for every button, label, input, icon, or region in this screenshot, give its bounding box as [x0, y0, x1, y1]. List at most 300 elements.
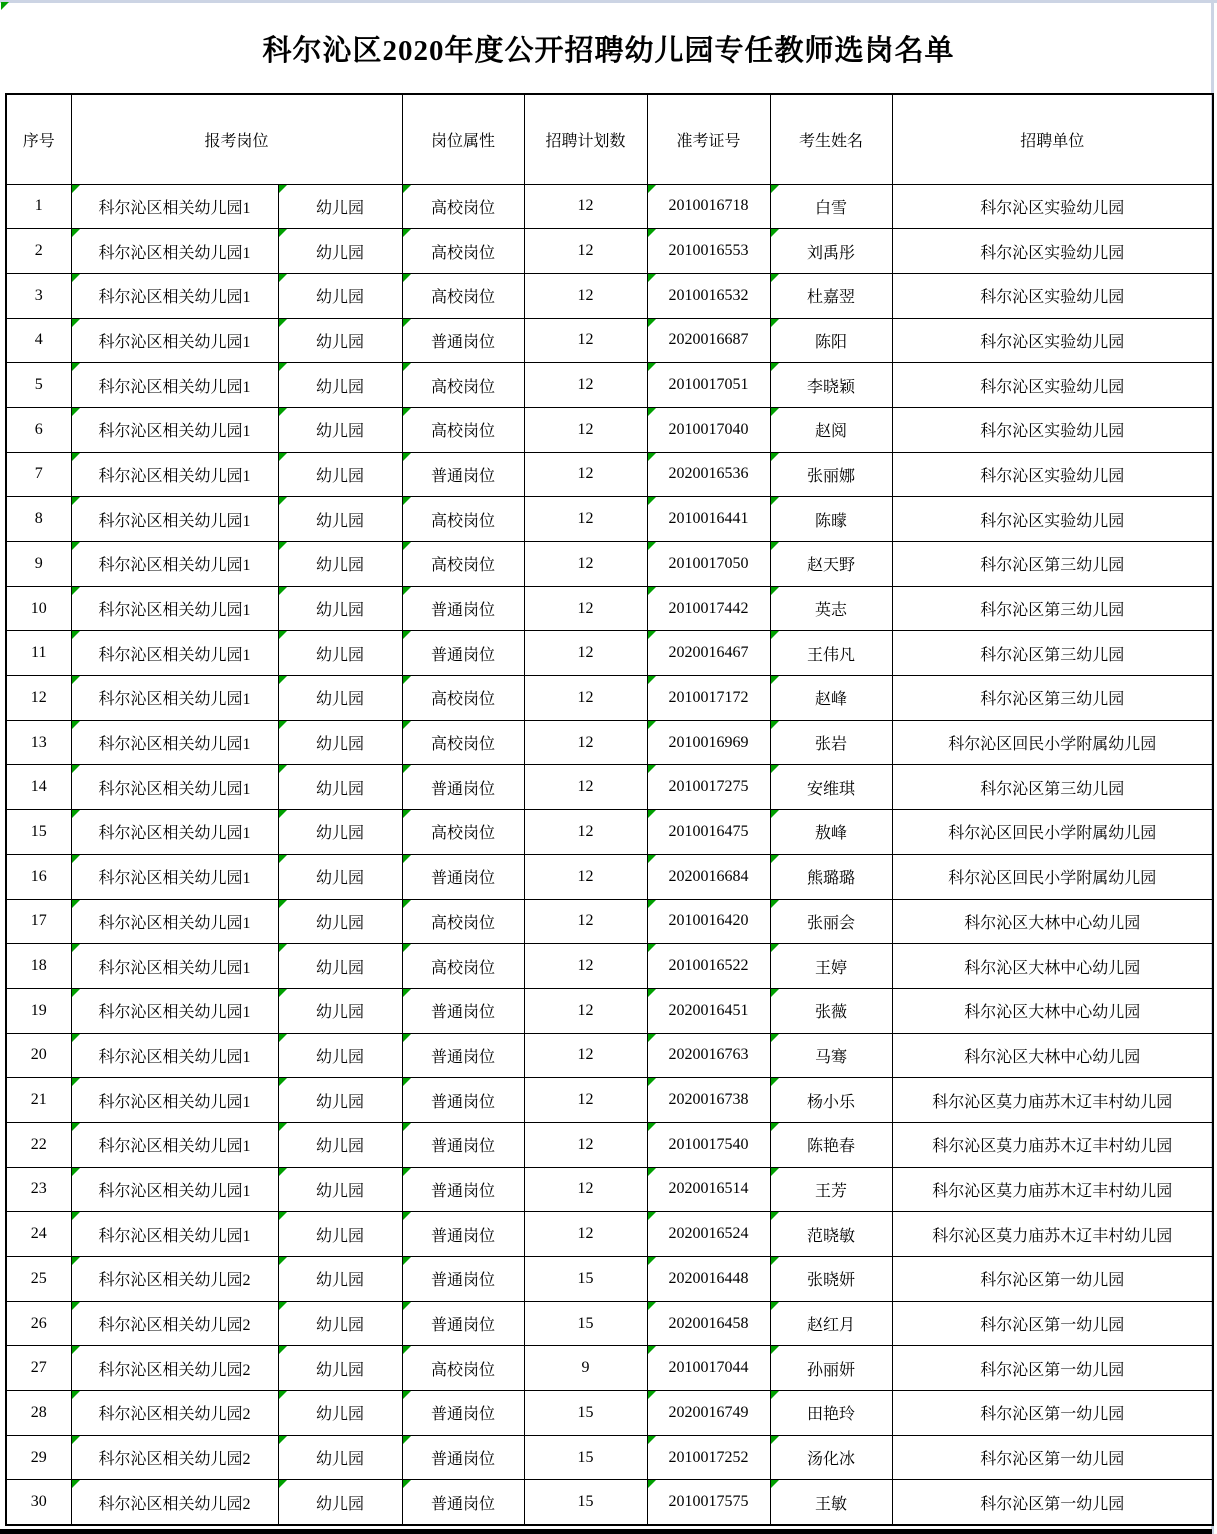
cell-recruiting-unit[interactable] — [892, 765, 1213, 810]
header-serial-number[interactable]: 序号 — [6, 94, 71, 184]
cell-position-type[interactable] — [278, 497, 402, 542]
table-row — [6, 318, 1213, 363]
error-indicator-triangle-icon — [771, 989, 779, 997]
cell-applied-position[interactable] — [71, 1301, 278, 1346]
cell-plan-count[interactable] — [524, 1167, 647, 1212]
cell-plan-count[interactable] — [524, 676, 647, 721]
error-indicator-triangle-icon — [279, 855, 287, 863]
cell-candidate-name[interactable] — [770, 1480, 892, 1525]
cell-value: 2010017442 — [668, 599, 749, 617]
cell-serial-number[interactable] — [6, 1257, 71, 1302]
cell-applied-position[interactable] — [71, 854, 278, 899]
error-indicator-triangle-icon — [72, 1123, 80, 1131]
cell-position-attribute[interactable] — [402, 363, 524, 408]
error-indicator-triangle-icon — [403, 1212, 411, 1220]
cell-serial-number[interactable] — [6, 1480, 71, 1525]
cell-position-type[interactable] — [278, 407, 402, 452]
cell-exam-ticket-number[interactable] — [647, 184, 770, 229]
cell-applied-position[interactable] — [71, 1346, 278, 1391]
cell-candidate-name[interactable] — [770, 497, 892, 542]
cell-value: 张丽娜 — [807, 467, 856, 485]
cell-position-type[interactable] — [278, 586, 402, 631]
cell-position-type[interactable] — [278, 720, 402, 765]
cell-value: 2020016514 — [668, 1180, 749, 1198]
cell-value: 普通岗位 — [431, 1182, 496, 1200]
cell-applied-position[interactable] — [71, 497, 278, 542]
cell-recruiting-unit[interactable] — [892, 586, 1213, 631]
cell-position-type[interactable] — [278, 765, 402, 810]
cell-value: 陈艳春 — [807, 1138, 856, 1156]
cell-candidate-name[interactable] — [770, 1391, 892, 1436]
cell-serial-number[interactable] — [6, 765, 71, 810]
cell-candidate-name[interactable] — [770, 810, 892, 855]
cell-candidate-name[interactable] — [770, 631, 892, 676]
cell-position-type[interactable] — [278, 1435, 402, 1480]
cell-value: 白雪 — [815, 199, 848, 217]
cell-candidate-name[interactable] — [770, 1122, 892, 1167]
cell-value: 科尔沁区相关幼儿园1 — [98, 959, 251, 977]
cell-value: 孙丽妍 — [807, 1361, 856, 1379]
cell-serial-number[interactable] — [6, 631, 71, 676]
cell-position-type[interactable] — [278, 899, 402, 944]
cell-serial-number[interactable] — [6, 988, 71, 1033]
cell-recruiting-unit[interactable] — [892, 1033, 1213, 1078]
cell-recruiting-unit[interactable] — [892, 1078, 1213, 1123]
cell-position-type[interactable] — [278, 184, 402, 229]
cell-recruiting-unit[interactable] — [892, 988, 1213, 1033]
cell-position-type[interactable] — [278, 944, 402, 989]
cell-candidate-name[interactable] — [770, 676, 892, 721]
cell-serial-number[interactable] — [6, 1167, 71, 1212]
header-applied-position[interactable]: 报考岗位 — [71, 94, 402, 184]
cell-value: 7 — [34, 465, 43, 483]
cell-position-type[interactable] — [278, 452, 402, 497]
cell-position-type[interactable] — [278, 676, 402, 721]
cell-recruiting-unit[interactable] — [892, 407, 1213, 452]
cell-position-type[interactable] — [278, 1480, 402, 1525]
cell-position-type[interactable] — [278, 1033, 402, 1078]
cell-exam-ticket-number[interactable] — [647, 1212, 770, 1257]
cell-serial-number[interactable] — [6, 497, 71, 542]
error-indicator-triangle-icon — [648, 587, 656, 595]
cell-applied-position[interactable] — [71, 1212, 278, 1257]
cell-recruiting-unit[interactable] — [892, 184, 1213, 229]
cell-plan-count[interactable] — [524, 542, 647, 587]
cell-exam-ticket-number[interactable] — [647, 497, 770, 542]
cell-applied-position[interactable] — [71, 1257, 278, 1302]
cell-position-attribute[interactable] — [402, 229, 524, 274]
cell-position-type[interactable] — [278, 1078, 402, 1123]
cell-candidate-name[interactable] — [770, 586, 892, 631]
cell-candidate-name[interactable] — [770, 1257, 892, 1302]
cell-position-attribute[interactable] — [402, 676, 524, 721]
cell-plan-count[interactable] — [524, 899, 647, 944]
cell-value: 2010017252 — [668, 1448, 749, 1466]
cell-candidate-name[interactable] — [770, 720, 892, 765]
cell-candidate-name[interactable] — [770, 407, 892, 452]
cell-position-attribute[interactable] — [402, 1078, 524, 1123]
error-indicator-triangle-icon — [648, 944, 656, 952]
cell-plan-count[interactable] — [524, 1078, 647, 1123]
cell-position-attribute[interactable] — [402, 810, 524, 855]
cell-value: 12 — [577, 867, 594, 885]
cell-exam-ticket-number[interactable] — [647, 944, 770, 989]
cell-serial-number[interactable] — [6, 407, 71, 452]
cell-plan-count[interactable] — [524, 1122, 647, 1167]
cell-value: 普通岗位 — [431, 1048, 496, 1066]
cell-plan-count[interactable] — [524, 1480, 647, 1525]
cell-value: 2010017051 — [668, 376, 749, 394]
error-indicator-triangle-icon — [648, 1346, 656, 1354]
cell-recruiting-unit[interactable] — [892, 810, 1213, 855]
cell-candidate-name[interactable] — [770, 988, 892, 1033]
cell-exam-ticket-number[interactable] — [647, 1033, 770, 1078]
cell-exam-ticket-number[interactable] — [647, 1078, 770, 1123]
cell-serial-number[interactable] — [6, 676, 71, 721]
cell-recruiting-unit[interactable] — [892, 1346, 1213, 1391]
cell-exam-ticket-number[interactable] — [647, 273, 770, 318]
cell-recruiting-unit[interactable] — [892, 1301, 1213, 1346]
cell-serial-number[interactable] — [6, 542, 71, 587]
cell-plan-count[interactable] — [524, 720, 647, 765]
cell-exam-ticket-number[interactable] — [647, 1122, 770, 1167]
cell-exam-ticket-number[interactable] — [647, 1301, 770, 1346]
cell-position-attribute[interactable] — [402, 318, 524, 363]
cell-value: 2010017575 — [668, 1493, 749, 1511]
cell-exam-ticket-number[interactable] — [647, 1391, 770, 1436]
cell-plan-count[interactable] — [524, 184, 647, 229]
cell-plan-count[interactable] — [524, 273, 647, 318]
cell-plan-count[interactable] — [524, 1435, 647, 1480]
cell-position-attribute[interactable] — [402, 988, 524, 1033]
cell-applied-position[interactable] — [71, 1167, 278, 1212]
cell-recruiting-unit[interactable] — [892, 363, 1213, 408]
header-recruitment-plan-count[interactable]: 招聘计划数 — [524, 94, 647, 184]
table-row — [6, 1122, 1213, 1167]
cell-value: 2 — [34, 242, 43, 260]
cell-position-attribute[interactable] — [402, 542, 524, 587]
cell-plan-count[interactable] — [524, 944, 647, 989]
cell-plan-count[interactable] — [524, 407, 647, 452]
cell-applied-position[interactable] — [71, 944, 278, 989]
cell-position-type[interactable] — [278, 854, 402, 899]
cell-recruiting-unit[interactable] — [892, 1257, 1213, 1302]
cell-position-type[interactable] — [278, 810, 402, 855]
cell-value: 科尔沁区大林中心幼儿园 — [964, 959, 1141, 977]
cell-position-type[interactable] — [278, 273, 402, 318]
cell-applied-position[interactable] — [71, 586, 278, 631]
cell-plan-count[interactable] — [524, 988, 647, 1033]
cell-position-attribute[interactable] — [402, 1212, 524, 1257]
cell-plan-count[interactable] — [524, 1301, 647, 1346]
cell-recruiting-unit[interactable] — [892, 1480, 1213, 1525]
cell-recruiting-unit[interactable] — [892, 229, 1213, 274]
cell-applied-position[interactable] — [71, 1078, 278, 1123]
cell-serial-number[interactable] — [6, 720, 71, 765]
cell-applied-position[interactable] — [71, 1435, 278, 1480]
cell-exam-ticket-number[interactable] — [647, 765, 770, 810]
error-indicator-triangle-icon — [648, 229, 656, 237]
cell-position-attribute[interactable] — [402, 1033, 524, 1078]
cell-serial-number[interactable] — [6, 1346, 71, 1391]
cell-exam-ticket-number[interactable] — [647, 1480, 770, 1525]
cell-candidate-name[interactable] — [770, 184, 892, 229]
cell-exam-ticket-number[interactable] — [647, 1346, 770, 1391]
cell-candidate-name[interactable] — [770, 765, 892, 810]
cell-value: 高校岗位 — [431, 557, 496, 575]
cell-recruiting-unit[interactable] — [892, 676, 1213, 721]
cell-serial-number[interactable] — [6, 184, 71, 229]
cell-applied-position[interactable] — [71, 765, 278, 810]
cell-position-attribute[interactable] — [402, 452, 524, 497]
cell-recruiting-unit[interactable] — [892, 1212, 1213, 1257]
cell-recruiting-unit[interactable] — [892, 1435, 1213, 1480]
cell-serial-number[interactable] — [6, 810, 71, 855]
error-indicator-triangle-icon — [279, 1168, 287, 1176]
cell-candidate-name[interactable] — [770, 452, 892, 497]
cell-position-attribute[interactable] — [402, 1301, 524, 1346]
cell-value: 23 — [30, 1180, 47, 1198]
header-position-attribute[interactable]: 岗位属性 — [402, 94, 524, 184]
cell-plan-count[interactable] — [524, 1391, 647, 1436]
cell-position-attribute[interactable] — [402, 1346, 524, 1391]
cell-position-attribute[interactable] — [402, 1480, 524, 1525]
cell-candidate-name[interactable] — [770, 363, 892, 408]
cell-applied-position[interactable] — [71, 810, 278, 855]
error-indicator-triangle-icon — [279, 453, 287, 461]
cell-value: 科尔沁区第三幼儿园 — [980, 691, 1125, 709]
cell-candidate-name[interactable] — [770, 1033, 892, 1078]
cell-serial-number[interactable] — [6, 1033, 71, 1078]
cell-value: 杨小乐 — [807, 1093, 856, 1111]
cell-applied-position[interactable] — [71, 1480, 278, 1525]
cell-position-type[interactable] — [278, 1257, 402, 1302]
cell-recruiting-unit[interactable] — [892, 631, 1213, 676]
cell-value: 普通岗位 — [431, 467, 496, 485]
cell-value: 科尔沁区大林中心幼儿园 — [964, 914, 1141, 932]
cell-plan-count[interactable] — [524, 631, 647, 676]
cell-exam-ticket-number[interactable] — [647, 452, 770, 497]
cell-position-attribute[interactable] — [402, 1257, 524, 1302]
cell-exam-ticket-number[interactable] — [647, 229, 770, 274]
cell-recruiting-unit[interactable] — [892, 1167, 1213, 1212]
cell-value: 幼儿园 — [316, 1317, 365, 1335]
cell-value: 田艳玲 — [807, 1406, 856, 1424]
table-row — [6, 363, 1213, 408]
cell-serial-number[interactable] — [6, 1122, 71, 1167]
cell-value: 20 — [30, 1046, 47, 1064]
header-exam-ticket-number[interactable]: 准考证号 — [647, 94, 770, 184]
cell-value: 科尔沁区相关幼儿园1 — [98, 423, 251, 441]
cell-plan-count[interactable] — [524, 363, 647, 408]
cell-exam-ticket-number[interactable] — [647, 363, 770, 408]
cell-candidate-name[interactable] — [770, 1301, 892, 1346]
cell-position-attribute[interactable] — [402, 273, 524, 318]
cell-position-attribute[interactable] — [402, 631, 524, 676]
cell-position-attribute[interactable] — [402, 1435, 524, 1480]
cell-position-attribute[interactable] — [402, 1391, 524, 1436]
cell-position-attribute[interactable] — [402, 407, 524, 452]
cell-value: 科尔沁区相关幼儿园1 — [98, 602, 251, 620]
cell-candidate-name[interactable] — [770, 1212, 892, 1257]
cell-exam-ticket-number[interactable] — [647, 631, 770, 676]
cell-position-attribute[interactable] — [402, 497, 524, 542]
cell-candidate-name[interactable] — [770, 1078, 892, 1123]
cell-position-type[interactable] — [278, 1167, 402, 1212]
cell-applied-position[interactable] — [71, 363, 278, 408]
cell-position-attribute[interactable] — [402, 184, 524, 229]
cell-candidate-name[interactable] — [770, 1167, 892, 1212]
cell-applied-position[interactable] — [71, 676, 278, 721]
cell-value: 幼儿园 — [316, 1227, 365, 1245]
cell-position-attribute[interactable] — [402, 586, 524, 631]
cell-position-type[interactable] — [278, 1212, 402, 1257]
cell-applied-position[interactable] — [71, 229, 278, 274]
cell-candidate-name[interactable] — [770, 229, 892, 274]
cell-recruiting-unit[interactable] — [892, 899, 1213, 944]
cell-serial-number[interactable] — [6, 318, 71, 363]
cell-position-attribute[interactable] — [402, 720, 524, 765]
cell-position-attribute[interactable] — [402, 854, 524, 899]
cell-serial-number[interactable] — [6, 273, 71, 318]
cell-applied-position[interactable] — [71, 273, 278, 318]
cell-value: 科尔沁区实验幼儿园 — [980, 378, 1125, 396]
cell-candidate-name[interactable] — [770, 1346, 892, 1391]
cell-recruiting-unit[interactable] — [892, 542, 1213, 587]
cell-position-attribute[interactable] — [402, 1167, 524, 1212]
cell-exam-ticket-number[interactable] — [647, 1257, 770, 1302]
header-recruiting-unit[interactable]: 招聘单位 — [892, 94, 1213, 184]
cell-serial-number[interactable] — [6, 1301, 71, 1346]
cell-candidate-name[interactable] — [770, 944, 892, 989]
cell-position-type[interactable] — [278, 542, 402, 587]
cell-plan-count[interactable] — [524, 229, 647, 274]
cell-plan-count[interactable] — [524, 810, 647, 855]
cell-applied-position[interactable] — [71, 1122, 278, 1167]
cell-position-attribute[interactable] — [402, 944, 524, 989]
cell-serial-number[interactable] — [6, 1391, 71, 1436]
cell-recruiting-unit[interactable] — [892, 452, 1213, 497]
error-indicator-triangle-icon — [279, 542, 287, 550]
cell-serial-number[interactable] — [6, 229, 71, 274]
cell-serial-number[interactable] — [6, 363, 71, 408]
cell-position-attribute[interactable] — [402, 1122, 524, 1167]
cell-serial-number[interactable] — [6, 452, 71, 497]
cell-serial-number[interactable] — [6, 586, 71, 631]
cell-candidate-name[interactable] — [770, 899, 892, 944]
cell-serial-number[interactable] — [6, 1435, 71, 1480]
cell-position-type[interactable] — [278, 363, 402, 408]
cell-applied-position[interactable] — [71, 1391, 278, 1436]
cell-plan-count[interactable] — [524, 765, 647, 810]
cell-applied-position[interactable] — [71, 318, 278, 363]
cell-serial-number[interactable] — [6, 854, 71, 899]
cell-recruiting-unit[interactable] — [892, 273, 1213, 318]
cell-value: 高校岗位 — [431, 378, 496, 396]
cell-plan-count[interactable] — [524, 1257, 647, 1302]
cell-position-type[interactable] — [278, 1122, 402, 1167]
cell-position-type[interactable] — [278, 1346, 402, 1391]
cell-exam-ticket-number[interactable] — [647, 542, 770, 587]
cell-exam-ticket-number[interactable] — [647, 318, 770, 363]
cell-recruiting-unit[interactable] — [892, 720, 1213, 765]
cell-value: 科尔沁区回民小学附属幼儿园 — [948, 736, 1157, 754]
cell-recruiting-unit[interactable] — [892, 1391, 1213, 1436]
cell-position-type[interactable] — [278, 988, 402, 1033]
error-indicator-triangle-icon — [648, 1168, 656, 1176]
cell-serial-number[interactable] — [6, 944, 71, 989]
table-row — [6, 944, 1213, 989]
cell-serial-number[interactable] — [6, 1212, 71, 1257]
cell-candidate-name[interactable] — [770, 854, 892, 899]
cell-position-type[interactable] — [278, 229, 402, 274]
cell-exam-ticket-number[interactable] — [647, 586, 770, 631]
cell-exam-ticket-number[interactable] — [647, 810, 770, 855]
cell-value: 科尔沁区相关幼儿园1 — [98, 646, 251, 664]
cell-recruiting-unit[interactable] — [892, 1122, 1213, 1167]
cell-recruiting-unit[interactable] — [892, 854, 1213, 899]
cell-plan-count[interactable] — [524, 854, 647, 899]
cell-plan-count[interactable] — [524, 1346, 647, 1391]
cell-applied-position[interactable] — [71, 542, 278, 587]
cell-exam-ticket-number[interactable] — [647, 407, 770, 452]
cell-applied-position[interactable] — [71, 899, 278, 944]
cell-candidate-name[interactable] — [770, 542, 892, 587]
cell-applied-position[interactable] — [71, 407, 278, 452]
cell-serial-number[interactable] — [6, 899, 71, 944]
cell-plan-count[interactable] — [524, 1212, 647, 1257]
cell-applied-position[interactable] — [71, 184, 278, 229]
cell-plan-count[interactable] — [524, 452, 647, 497]
cell-position-type[interactable] — [278, 631, 402, 676]
error-indicator-triangle-icon — [771, 1257, 779, 1265]
cell-position-type[interactable] — [278, 1301, 402, 1346]
cell-recruiting-unit[interactable] — [892, 944, 1213, 989]
header-candidate-name[interactable]: 考生姓名 — [770, 94, 892, 184]
cell-value: 30 — [30, 1493, 47, 1511]
cell-plan-count[interactable] — [524, 586, 647, 631]
cell-plan-count[interactable] — [524, 1033, 647, 1078]
cell-position-type[interactable] — [278, 1391, 402, 1436]
cell-recruiting-unit[interactable] — [892, 497, 1213, 542]
cell-exam-ticket-number[interactable] — [647, 1435, 770, 1480]
cell-serial-number[interactable] — [6, 1078, 71, 1123]
cell-exam-ticket-number[interactable] — [647, 720, 770, 765]
cell-position-attribute[interactable] — [402, 899, 524, 944]
cell-exam-ticket-number[interactable] — [647, 988, 770, 1033]
cell-applied-position[interactable] — [71, 452, 278, 497]
error-indicator-triangle-icon — [771, 229, 779, 237]
cell-exam-ticket-number[interactable] — [647, 854, 770, 899]
cell-plan-count[interactable] — [524, 318, 647, 363]
cell-recruiting-unit[interactable] — [892, 318, 1213, 363]
cell-applied-position[interactable] — [71, 988, 278, 1033]
error-indicator-triangle-icon — [72, 1212, 80, 1220]
cell-applied-position[interactable] — [71, 631, 278, 676]
cell-applied-position[interactable] — [71, 720, 278, 765]
cell-candidate-name[interactable] — [770, 1435, 892, 1480]
cell-position-attribute[interactable] — [402, 765, 524, 810]
cell-candidate-name[interactable] — [770, 273, 892, 318]
cell-exam-ticket-number[interactable] — [647, 676, 770, 721]
cell-applied-position[interactable] — [71, 1033, 278, 1078]
cell-plan-count[interactable] — [524, 497, 647, 542]
cell-candidate-name[interactable] — [770, 318, 892, 363]
cell-position-type[interactable] — [278, 318, 402, 363]
cell-exam-ticket-number[interactable] — [647, 899, 770, 944]
error-indicator-triangle-icon — [72, 944, 80, 952]
cell-exam-ticket-number[interactable] — [647, 1167, 770, 1212]
